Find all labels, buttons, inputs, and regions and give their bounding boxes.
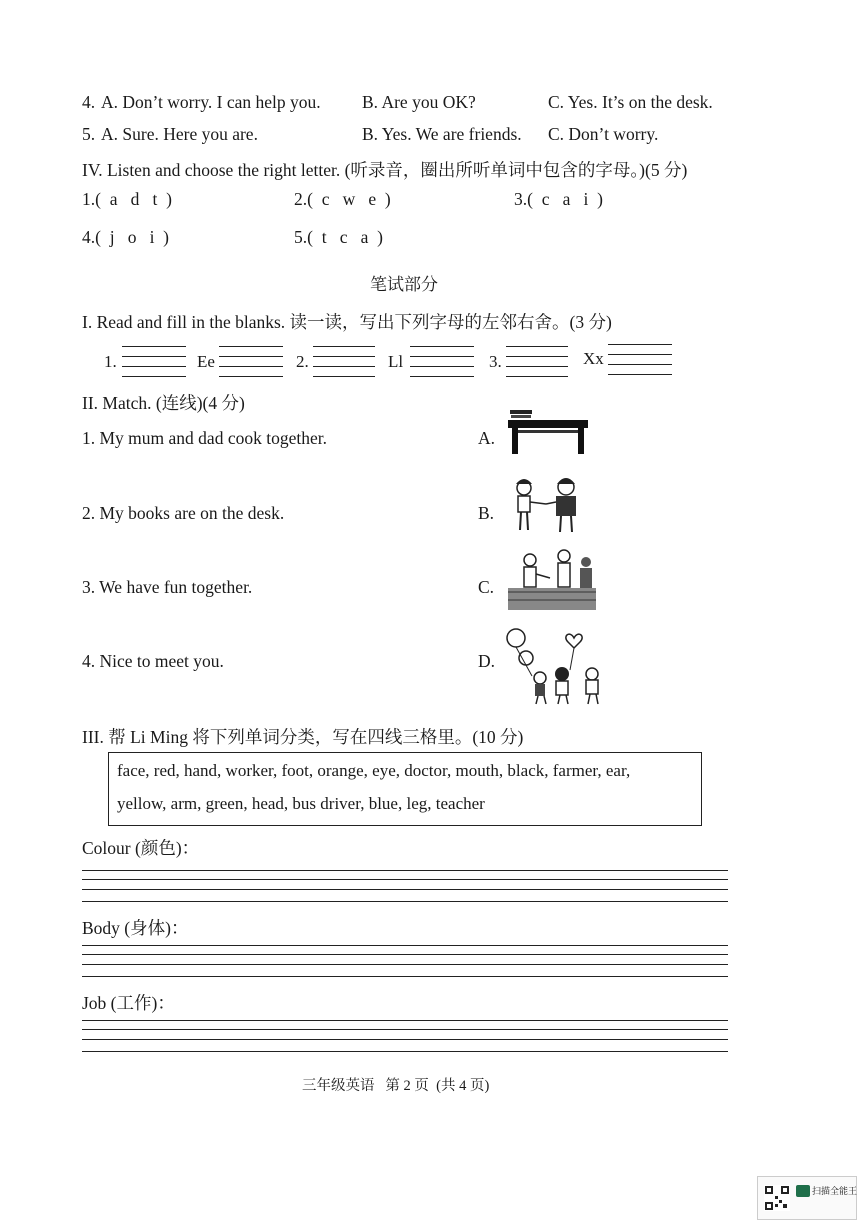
match-option-a-label: A. bbox=[478, 428, 496, 448]
four-line-grid bbox=[506, 376, 568, 377]
letter-choice-5[interactable]: 5.( t c a ) bbox=[294, 227, 383, 247]
colour-writing-line[interactable] bbox=[82, 889, 728, 890]
fill-item-3-letter: Xx bbox=[583, 349, 604, 368]
four-line-grid bbox=[313, 356, 375, 357]
q4-option-b: B. Are you OK? bbox=[362, 92, 476, 112]
fill-blank-2-right[interactable] bbox=[410, 366, 474, 367]
letter-choice-1[interactable]: 1.( a d t ) bbox=[82, 189, 172, 209]
fill-item-2-letter: Ll bbox=[388, 352, 404, 371]
q4-option-c: C. Yes. It’s on the desk. bbox=[548, 92, 713, 112]
four-line-grid bbox=[410, 346, 474, 347]
four-line-grid bbox=[122, 356, 186, 357]
q5-option-a: A. Sure. Here you are. bbox=[101, 124, 258, 144]
page-footer: 三年级英语 第 2 页 (共 4 页) bbox=[302, 1078, 490, 1094]
desk-with-books-picture[interactable] bbox=[506, 408, 590, 456]
word-bank-box bbox=[108, 752, 702, 826]
fill-item-3-number: 3. bbox=[489, 352, 502, 371]
job-writing-line[interactable] bbox=[82, 1039, 728, 1040]
job-category-label: Job (工作)： bbox=[82, 993, 175, 1013]
word-bank-line-2: yellow, arm, green, head, bus driver, blue, leg, teacher bbox=[117, 794, 485, 813]
q5-number: 5. bbox=[82, 124, 96, 144]
four-line-grid bbox=[82, 870, 728, 871]
two-people-shaking-hands-picture[interactable] bbox=[510, 476, 586, 534]
match-sentence-1[interactable]: 1. My mum and dad cook together. bbox=[82, 428, 327, 448]
four-line-grid bbox=[506, 346, 568, 347]
four-line-grid bbox=[219, 346, 283, 347]
match-option-d-label: D. bbox=[478, 651, 496, 671]
letter-choice-2[interactable]: 2.( c w e ) bbox=[294, 189, 391, 209]
fill-item-1-letter: Ee bbox=[197, 352, 215, 371]
four-line-grid bbox=[608, 344, 672, 345]
match-sentence-4[interactable]: 4. Nice to meet you. bbox=[82, 651, 224, 671]
four-line-grid bbox=[82, 945, 728, 946]
scanner-watermark bbox=[757, 1176, 857, 1220]
letter-choice-3[interactable]: 3.( c a i ) bbox=[514, 189, 603, 209]
qr-code-icon bbox=[764, 1185, 790, 1211]
four-line-grid bbox=[219, 376, 283, 377]
written-part-heading: 笔试部分 bbox=[370, 275, 438, 295]
four-line-grid bbox=[122, 376, 186, 377]
four-line-grid bbox=[82, 901, 728, 902]
four-line-grid bbox=[313, 376, 375, 377]
match-option-b-label: B. bbox=[478, 503, 495, 523]
section-i-title: I. Read and fill in the blanks. 读一读，写出下列字母的左邻右舍。(3 分) bbox=[82, 312, 612, 332]
section-iii-title: III. 帮 Li Ming 将下列单词分类，写在四线三格里。(10 分) bbox=[82, 727, 524, 747]
body-category-label: Body (身体)： bbox=[82, 918, 189, 938]
body-writing-line[interactable] bbox=[82, 964, 728, 965]
fill-blank-3-left[interactable] bbox=[506, 366, 568, 367]
scanner-badge-label: 扫描全能王 bbox=[812, 1187, 858, 1197]
four-line-grid bbox=[82, 1051, 728, 1052]
q5-option-b: B. Yes. We are friends. bbox=[362, 124, 522, 144]
letter-choice-4[interactable]: 4.( j o i ) bbox=[82, 227, 170, 247]
fill-blank-2-left[interactable] bbox=[313, 366, 375, 367]
four-line-grid bbox=[506, 356, 568, 357]
couple-cooking-picture[interactable] bbox=[506, 548, 598, 612]
four-line-grid bbox=[608, 354, 672, 355]
section-ii-title: II. Match. (连线)(4 分) bbox=[82, 393, 245, 413]
fill-item-1-number: 1. bbox=[104, 352, 117, 371]
cs-logo-icon bbox=[796, 1185, 810, 1197]
fill-item-2-number: 2. bbox=[296, 352, 309, 371]
fill-blank-1-left[interactable] bbox=[122, 366, 186, 367]
four-line-grid bbox=[219, 356, 283, 357]
four-line-grid bbox=[410, 376, 474, 377]
four-line-grid bbox=[122, 346, 186, 347]
four-line-grid bbox=[82, 879, 728, 880]
kids-with-balloons-picture[interactable] bbox=[504, 626, 608, 706]
word-bank-line-1: face, red, hand, worker, foot, orange, eye, doctor, mouth, black, farmer, ear, bbox=[117, 761, 631, 780]
fill-blank-3-right[interactable] bbox=[608, 364, 672, 365]
four-line-grid bbox=[313, 346, 375, 347]
q5-option-c: C. Don’t worry. bbox=[548, 124, 659, 144]
match-sentence-3[interactable]: 3. We have fun together. bbox=[82, 577, 253, 597]
four-line-grid bbox=[82, 1029, 728, 1030]
match-sentence-2[interactable]: 2. My books are on the desk. bbox=[82, 503, 285, 523]
four-line-grid bbox=[82, 954, 728, 955]
colour-category-label: Colour (颜色)： bbox=[82, 838, 200, 858]
four-line-grid bbox=[608, 374, 672, 375]
q4-option-a: A. Don’t worry. I can help you. bbox=[101, 92, 321, 112]
four-line-grid bbox=[410, 356, 474, 357]
match-option-c-label: C. bbox=[478, 577, 495, 597]
four-line-grid bbox=[82, 1020, 728, 1021]
q4-number: 4. bbox=[82, 92, 96, 112]
section-iv-title: IV. Listen and choose the right letter. (听录音，圈出所听单词中包含的字母。)(5 分) bbox=[82, 160, 688, 180]
fill-blank-1-right[interactable] bbox=[219, 366, 283, 367]
four-line-grid bbox=[82, 976, 728, 977]
